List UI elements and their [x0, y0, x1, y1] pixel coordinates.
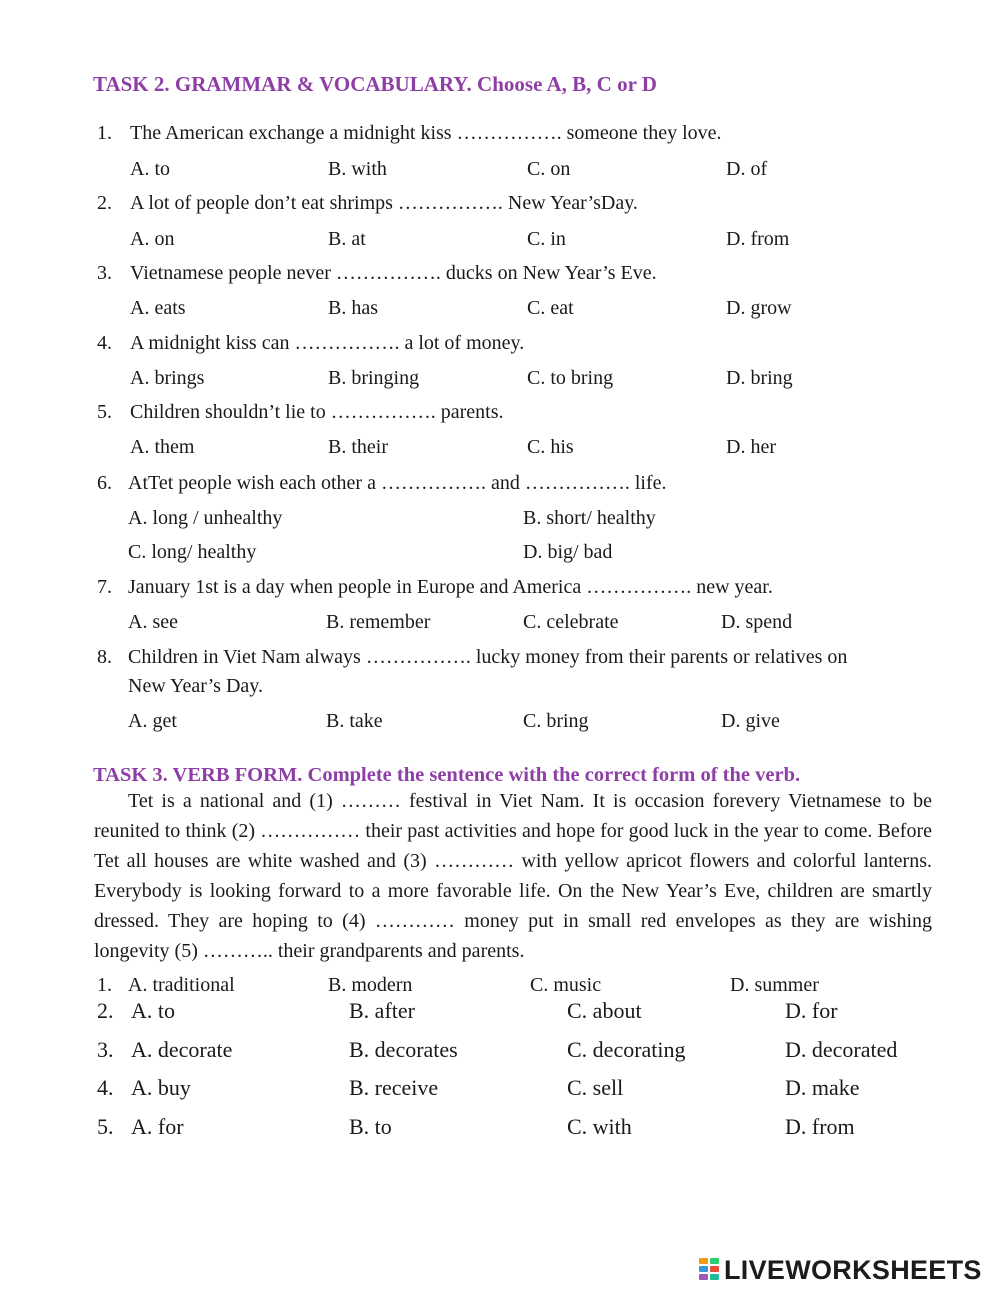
question-text: A lot of people don’t eat shrimps ……………. New Year’sDay.: [130, 192, 638, 214]
option-b[interactable]: B. short/ healthy: [523, 507, 656, 529]
option-b[interactable]: B. with: [328, 158, 387, 180]
option-a[interactable]: A. decorate: [131, 1037, 233, 1062]
option-c[interactable]: C. eat: [527, 297, 574, 319]
liveworksheets-logo-icon: [699, 1256, 721, 1284]
question-text: Vietnamese people never ……………. ducks on New Year’s Eve.: [130, 262, 657, 284]
option-c[interactable]: C. bring: [523, 710, 589, 732]
option-b[interactable]: B. take: [326, 710, 383, 732]
logo-tile: [699, 1258, 708, 1264]
option-d[interactable]: D. make: [785, 1075, 860, 1100]
option-a[interactable]: A. to: [130, 158, 170, 180]
logo-tile: [710, 1266, 719, 1272]
option-b[interactable]: B. bringing: [328, 367, 420, 389]
option-d[interactable]: D. big/ bad: [523, 541, 613, 563]
option-c[interactable]: C. his: [527, 436, 574, 458]
option-b[interactable]: B. remember: [326, 611, 431, 633]
option-b[interactable]: B. at: [328, 228, 366, 250]
option-a[interactable]: A. get: [128, 710, 177, 732]
option-c[interactable]: C. in: [527, 228, 566, 250]
option-a[interactable]: A. to: [131, 998, 175, 1023]
option-d[interactable]: D. her: [726, 436, 776, 458]
option-b[interactable]: B. has: [328, 297, 378, 319]
question-text: Children in Viet Nam always ……………. lucky money from their parents or relatives on: [128, 646, 848, 668]
liveworksheets-logo[interactable]: [699, 1255, 982, 1285]
option-b[interactable]: B. modern: [328, 974, 413, 996]
option-c[interactable]: C. sell: [567, 1075, 624, 1100]
answer-number: 3.: [97, 1037, 114, 1062]
option-d[interactable]: D. grow: [726, 297, 792, 319]
question-number: 2.: [97, 192, 112, 214]
answer-number: 4.: [97, 1075, 114, 1100]
logo-tile: [699, 1266, 708, 1272]
question-text: AtTet people wish each other a ……………. and ……………. life.: [128, 472, 667, 494]
logo-tile: [699, 1274, 708, 1280]
option-d[interactable]: D. of: [726, 158, 768, 180]
option-a[interactable]: A. long / unhealthy: [128, 507, 283, 529]
option-a[interactable]: A. buy: [131, 1075, 191, 1100]
option-c[interactable]: C. decorating: [567, 1037, 686, 1062]
question-text: A midnight kiss can ……………. a lot of money.: [130, 332, 525, 354]
task3-title: TASK 3. VERB FORM. Complete the sentence with the correct form of the verb.: [93, 764, 801, 786]
answer-number: 2.: [97, 998, 114, 1023]
option-d[interactable]: D. from: [785, 1114, 855, 1139]
option-a[interactable]: A. brings: [130, 367, 205, 389]
question-text-continued: New Year’s Day.: [128, 675, 263, 697]
option-b[interactable]: B. receive: [349, 1075, 439, 1100]
option-c[interactable]: C. with: [567, 1114, 632, 1139]
question-number: 6.: [97, 472, 112, 494]
option-b[interactable]: B. to: [349, 1114, 392, 1139]
option-a[interactable]: A. eats: [130, 297, 186, 319]
answer-number: 1.: [97, 974, 112, 996]
option-c[interactable]: C. about: [567, 998, 642, 1023]
option-d[interactable]: D. from: [726, 228, 790, 250]
option-a[interactable]: A. them: [130, 436, 195, 458]
question-number: 1.: [97, 122, 112, 144]
logo-tile: [710, 1258, 719, 1264]
option-d[interactable]: D. for: [785, 998, 838, 1023]
option-c[interactable]: C. to bring: [527, 367, 614, 389]
question-text: January 1st is a day when people in Europe and America ……………. new year.: [128, 576, 773, 598]
logo-tile: [710, 1274, 719, 1280]
option-b[interactable]: B. decorates: [349, 1037, 458, 1062]
option-d[interactable]: D. give: [721, 710, 780, 732]
option-a[interactable]: A. for: [131, 1114, 184, 1139]
option-a[interactable]: A. traditional: [128, 974, 235, 996]
option-c[interactable]: C. long/ healthy: [128, 541, 257, 563]
question-number: 7.: [97, 576, 112, 598]
question-number: 3.: [97, 262, 112, 284]
option-c[interactable]: C. music: [530, 974, 602, 996]
paragraph-text: Tet is a national and (1) ……… festival in Viet Nam. It is occasion forevery Vietnamese to be reunited to think (2) …………… their past activities and hope for good luck in the year to come. Before Tet all houses are white washed and (3) ………… with yellow apricot flowers and colorful lanterns. Everybody is looking forward to a more favorable life. On the New Year’s Eve, children are smartly dressed. They are hoping to (4) ………… money put in small red envelopes as they are wishing longevity (5) ……….. their grandparents and parents.: [94, 790, 932, 962]
question-number: 8.: [97, 646, 112, 668]
option-b[interactable]: B. after: [349, 998, 415, 1023]
question-text: Children shouldn’t lie to ……………. parents.: [130, 401, 504, 423]
option-a[interactable]: A. see: [128, 611, 178, 633]
task2-title: TASK 2. GRAMMAR & VOCABULARY. Choose A, B, C or D: [93, 72, 657, 96]
option-d[interactable]: D. spend: [721, 611, 793, 633]
question-number: 5.: [97, 401, 112, 423]
task3-paragraph: [94, 786, 932, 966]
option-c[interactable]: C. celebrate: [523, 611, 619, 633]
question-text: The American exchange a midnight kiss ……………. someone they love.: [130, 122, 722, 144]
option-d[interactable]: D. summer: [730, 974, 819, 996]
option-a[interactable]: A. on: [130, 228, 175, 250]
answer-number: 5.: [97, 1114, 114, 1139]
option-d[interactable]: D. bring: [726, 367, 793, 389]
option-b[interactable]: B. their: [328, 436, 388, 458]
question-number: 4.: [97, 332, 112, 354]
option-d[interactable]: D. decorated: [785, 1037, 898, 1062]
option-c[interactable]: C. on: [527, 158, 571, 180]
logo-text: LIVEWORKSHEETS: [724, 1254, 982, 1285]
